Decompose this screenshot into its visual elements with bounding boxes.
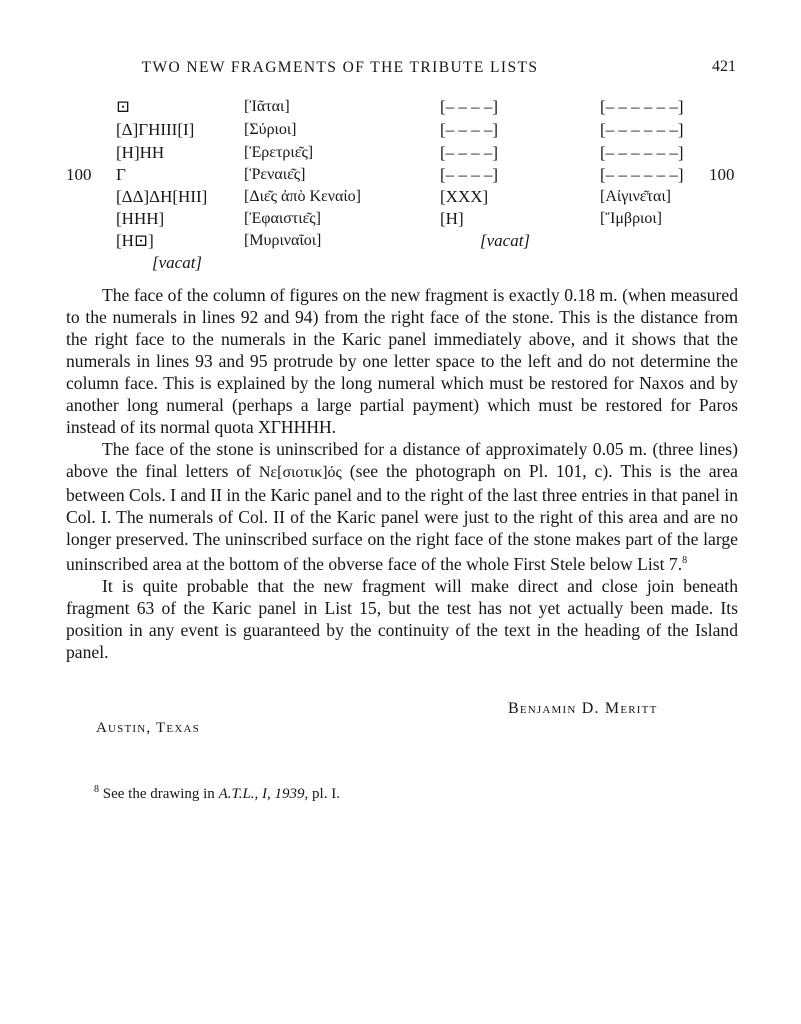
numeral-cell: [– – – –] <box>440 120 499 139</box>
running-header-title: TWO NEW FRAGMENTS OF THE TRIBUTE LISTS <box>141 59 539 76</box>
footnote-marker: 8 <box>682 555 688 566</box>
numeral-cell: [– – – – – –] <box>600 97 684 116</box>
paragraph <box>66 438 738 575</box>
numeral-cell: [Δ]ΓΗΙΙΙ[Ι] <box>116 120 195 139</box>
numeral-cell: [– – – – – –] <box>600 143 684 162</box>
footnote <box>94 784 340 803</box>
paragraph: The face of the column of figures on the new fragment is exactly 0.18 m. (when measured to the numerals in lines 92 and 94) from the right face of the stone. This is the distance from the right face to the numerals in the Karic panel immediately above, and it shows that the numerals in lines 93 and 95 protrude by one letter space to the left and do not determine the column face. This is explained by the long numeral which must be restored for Naxos and by another long numeral (perhaps a large partial payment) which must be restored for Paros instead of its normal quota XΓΗΗΗΗ. <box>66 285 738 437</box>
numeral-cell: [ΔΔ]ΔΗ[ΗΙΙ] <box>116 187 208 206</box>
footnote-text: See the drawing in <box>99 786 219 802</box>
paragraph: It is quite probable that the new fragment will make direct and close join beneath fragment 63 of the Karic panel in List 15, but the test has not yet actually been made. Its position in any event is guaranteed by the continuity of the text in the heading of the Island panel. <box>66 575 738 662</box>
numeral-cell: [– – – –] <box>440 97 499 116</box>
greek-name-cell: [Ἰᾶται] <box>244 98 290 115</box>
greek-name-cell: [Ῥεναιε͂ς] <box>244 166 306 183</box>
author-signature: Benjamin D. Meritt <box>508 700 658 717</box>
line-number-right: 100 <box>709 165 735 184</box>
numeral-cell: [– – – –] <box>440 143 499 162</box>
greek-name-cell: [Μυριναῖοι] <box>244 232 322 249</box>
vacat-note: [vacat] <box>480 231 531 250</box>
numeral-cell: [XXX] <box>440 187 489 206</box>
greek-name-cell: [Αἰγινε͂ται] <box>600 188 671 205</box>
numeral-cell: [– – – – – –] <box>600 165 684 184</box>
numeral-cell: [Η]ΗΗ <box>116 143 165 162</box>
author-location: Austin, Texas <box>96 720 200 736</box>
greek-name-cell: [Διε͂ς ἀπὸ Κεναίο] <box>244 188 361 205</box>
footnote-number: 8 <box>94 784 99 795</box>
numeral-cell: [vacat] <box>152 253 203 272</box>
numeral-cell: [– – – –] <box>440 165 499 184</box>
line-number-left: 100 <box>66 165 92 184</box>
paragraph-text: (see the photograph on Pl. 101, c). This is the area between Cols. I and II in the Karic panel and to the right of the last three entries in that panel in Col. I. The numerals of Col. II of the Karic panel were just to the right of this area and are no longer preserved. The uninscribed surface on the right face of the stone makes part of the large uninscribed area at the bottom of the obverse face of the whole First Stele below List 7. <box>66 461 738 574</box>
greek-name-cell: [Ἐφαιστιε͂ς] <box>244 210 321 227</box>
numeral-cell: [H] <box>440 209 464 228</box>
numeral-cell: ⊡ <box>116 97 131 116</box>
footnote-text: pl. I. <box>308 786 340 802</box>
numeral-cell: Γ <box>116 165 126 184</box>
greek-name-cell: [Ἴμβριοι] <box>600 210 662 227</box>
footnote-reference: A.T.L., I, 1939, <box>218 786 309 802</box>
greek-name-cell: [Σύριοι] <box>244 121 297 138</box>
numeral-cell: [– – – – – –] <box>600 120 684 139</box>
numeral-cell: [ΗΗΗ] <box>116 209 165 228</box>
greek-name-cell: [Ἐρετριε͂ς] <box>244 144 314 161</box>
numeral-cell: [Η⊡] <box>116 231 154 250</box>
article-body <box>66 284 738 663</box>
paragraph-text: The face of the stone is uninscribed for a distance of approximately 0.05 m. (three lines) above the final letters of <box>66 439 738 481</box>
page-number: 421 <box>712 58 736 75</box>
greek-word: Νε[σιοτικ]ός <box>258 464 342 481</box>
